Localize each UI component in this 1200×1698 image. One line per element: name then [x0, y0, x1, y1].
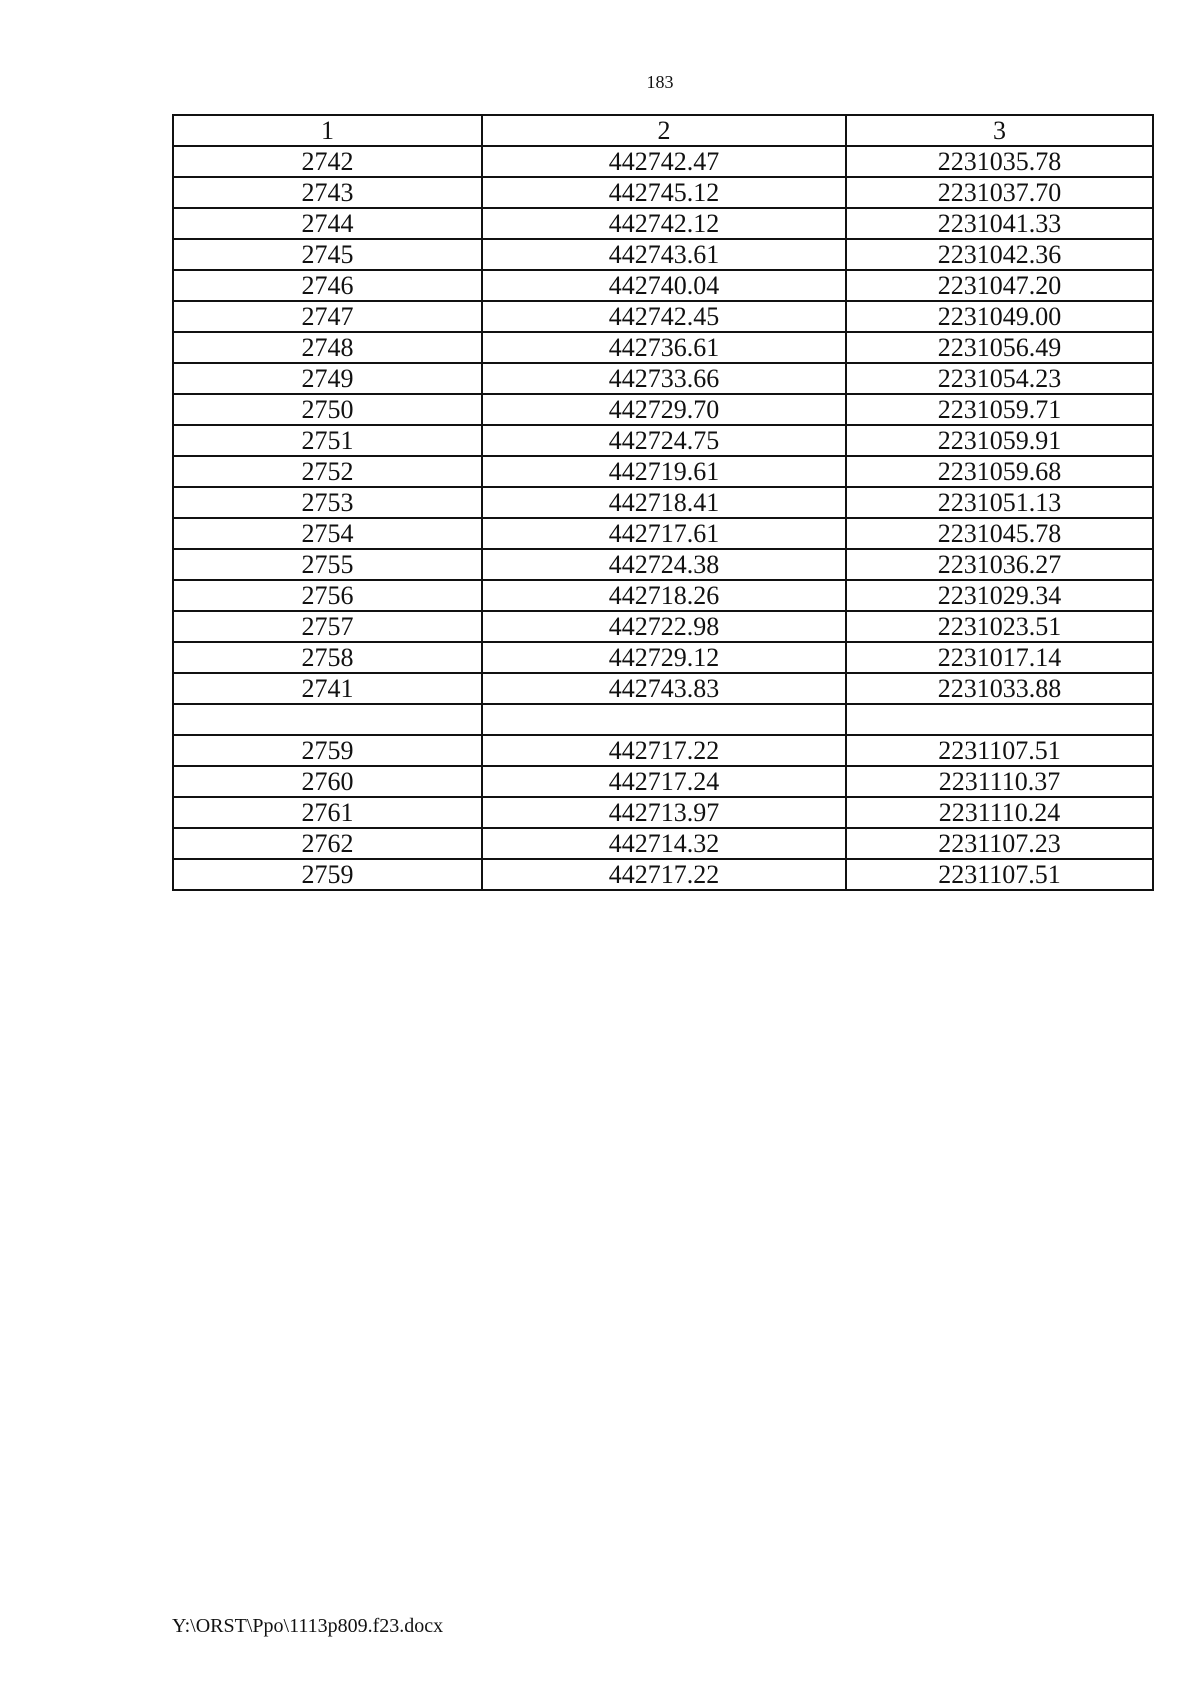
x-coordinate-cell: 442742.12 — [482, 208, 846, 239]
table-row — [173, 673, 1153, 704]
y-coordinate-cell: 2231047.20 — [846, 270, 1153, 301]
y-coordinate-cell — [846, 704, 1153, 735]
table-row — [173, 611, 1153, 642]
x-coordinate-cell: 442742.47 — [482, 146, 846, 177]
y-coordinate-cell: 2231049.00 — [846, 301, 1153, 332]
x-coordinate-cell: 442729.70 — [482, 394, 846, 425]
x-coordinate-cell: 442713.97 — [482, 797, 846, 828]
table-row — [173, 766, 1153, 797]
y-coordinate-cell: 2231110.37 — [846, 766, 1153, 797]
x-coordinate-cell: 442717.61 — [482, 518, 846, 549]
y-coordinate-cell: 2231033.88 — [846, 673, 1153, 704]
y-coordinate-cell: 2231107.51 — [846, 735, 1153, 766]
table-row — [173, 735, 1153, 766]
y-coordinate-cell: 2231023.51 — [846, 611, 1153, 642]
y-coordinate-cell: 2231042.36 — [846, 239, 1153, 270]
point-number-cell: 2761 — [173, 797, 482, 828]
point-number-cell: 2762 — [173, 828, 482, 859]
y-coordinate-cell: 2231036.27 — [846, 549, 1153, 580]
table-row — [173, 301, 1153, 332]
point-number-cell: 2758 — [173, 642, 482, 673]
x-coordinate-cell: 442718.26 — [482, 580, 846, 611]
x-coordinate-cell — [482, 704, 846, 735]
table-row — [173, 859, 1153, 890]
point-number-cell: 2757 — [173, 611, 482, 642]
table-body — [173, 146, 1153, 890]
point-number-cell: 2745 — [173, 239, 482, 270]
column-header: 3 — [846, 115, 1153, 146]
table-row — [173, 797, 1153, 828]
y-coordinate-cell: 2231110.24 — [846, 797, 1153, 828]
table-row — [173, 363, 1153, 394]
y-coordinate-cell: 2231041.33 — [846, 208, 1153, 239]
x-coordinate-cell: 442717.22 — [482, 735, 846, 766]
point-number-cell: 2749 — [173, 363, 482, 394]
table-row — [173, 177, 1153, 208]
x-coordinate-cell: 442733.66 — [482, 363, 846, 394]
x-coordinate-cell: 442740.04 — [482, 270, 846, 301]
table-row — [173, 487, 1153, 518]
table-row — [173, 642, 1153, 673]
column-header: 1 — [173, 115, 482, 146]
point-number-cell: 2747 — [173, 301, 482, 332]
table-row — [173, 580, 1153, 611]
point-number-cell: 2751 — [173, 425, 482, 456]
table-header-row — [173, 115, 1153, 146]
x-coordinate-cell: 442743.83 — [482, 673, 846, 704]
point-number-cell: 2755 — [173, 549, 482, 580]
point-number-cell: 2759 — [173, 859, 482, 890]
x-coordinate-cell: 442722.98 — [482, 611, 846, 642]
y-coordinate-cell: 2231037.70 — [846, 177, 1153, 208]
point-number-cell: 2759 — [173, 735, 482, 766]
y-coordinate-cell: 2231059.68 — [846, 456, 1153, 487]
table-row — [173, 518, 1153, 549]
y-coordinate-cell: 2231035.78 — [846, 146, 1153, 177]
table-row — [173, 425, 1153, 456]
point-number-cell: 2748 — [173, 332, 482, 363]
table-row — [173, 549, 1153, 580]
x-coordinate-cell: 442742.45 — [482, 301, 846, 332]
x-coordinate-cell: 442729.12 — [482, 642, 846, 673]
x-coordinate-cell: 442714.32 — [482, 828, 846, 859]
coordinates-table — [172, 114, 1154, 891]
y-coordinate-cell: 2231059.91 — [846, 425, 1153, 456]
x-coordinate-cell: 442717.24 — [482, 766, 846, 797]
point-number-cell: 2754 — [173, 518, 482, 549]
point-number-cell: 2752 — [173, 456, 482, 487]
x-coordinate-cell: 442718.41 — [482, 487, 846, 518]
x-coordinate-cell: 442743.61 — [482, 239, 846, 270]
column-header: 2 — [482, 115, 846, 146]
point-number-cell: 2760 — [173, 766, 482, 797]
y-coordinate-cell: 2231059.71 — [846, 394, 1153, 425]
y-coordinate-cell: 2231107.23 — [846, 828, 1153, 859]
table-row — [173, 208, 1153, 239]
y-coordinate-cell: 2231045.78 — [846, 518, 1153, 549]
table-row — [173, 332, 1153, 363]
table-row — [173, 394, 1153, 425]
y-coordinate-cell: 2231051.13 — [846, 487, 1153, 518]
x-coordinate-cell: 442736.61 — [482, 332, 846, 363]
table-row — [173, 704, 1153, 735]
x-coordinate-cell: 442717.22 — [482, 859, 846, 890]
point-number-cell: 2756 — [173, 580, 482, 611]
y-coordinate-cell: 2231017.14 — [846, 642, 1153, 673]
y-coordinate-cell: 2231056.49 — [846, 332, 1153, 363]
table-row — [173, 146, 1153, 177]
table-row — [173, 828, 1153, 859]
y-coordinate-cell: 2231054.23 — [846, 363, 1153, 394]
x-coordinate-cell: 442724.38 — [482, 549, 846, 580]
table-row — [173, 239, 1153, 270]
point-number-cell: 2750 — [173, 394, 482, 425]
point-number-cell: 2746 — [173, 270, 482, 301]
point-number-cell — [173, 704, 482, 735]
point-number-cell: 2743 — [173, 177, 482, 208]
point-number-cell: 2744 — [173, 208, 482, 239]
point-number-cell: 2753 — [173, 487, 482, 518]
point-number-cell: 2742 — [173, 146, 482, 177]
table-row — [173, 270, 1153, 301]
x-coordinate-cell: 442719.61 — [482, 456, 846, 487]
x-coordinate-cell: 442745.12 — [482, 177, 846, 208]
y-coordinate-cell: 2231029.34 — [846, 580, 1153, 611]
footer-file-path: Y:\ORST\Ppo\1113p809.f23.docx — [172, 1615, 444, 1637]
x-coordinate-cell: 442724.75 — [482, 425, 846, 456]
table-row — [173, 456, 1153, 487]
point-number-cell: 2741 — [173, 673, 482, 704]
y-coordinate-cell: 2231107.51 — [846, 859, 1153, 890]
page-number: 183 — [646, 72, 674, 92]
